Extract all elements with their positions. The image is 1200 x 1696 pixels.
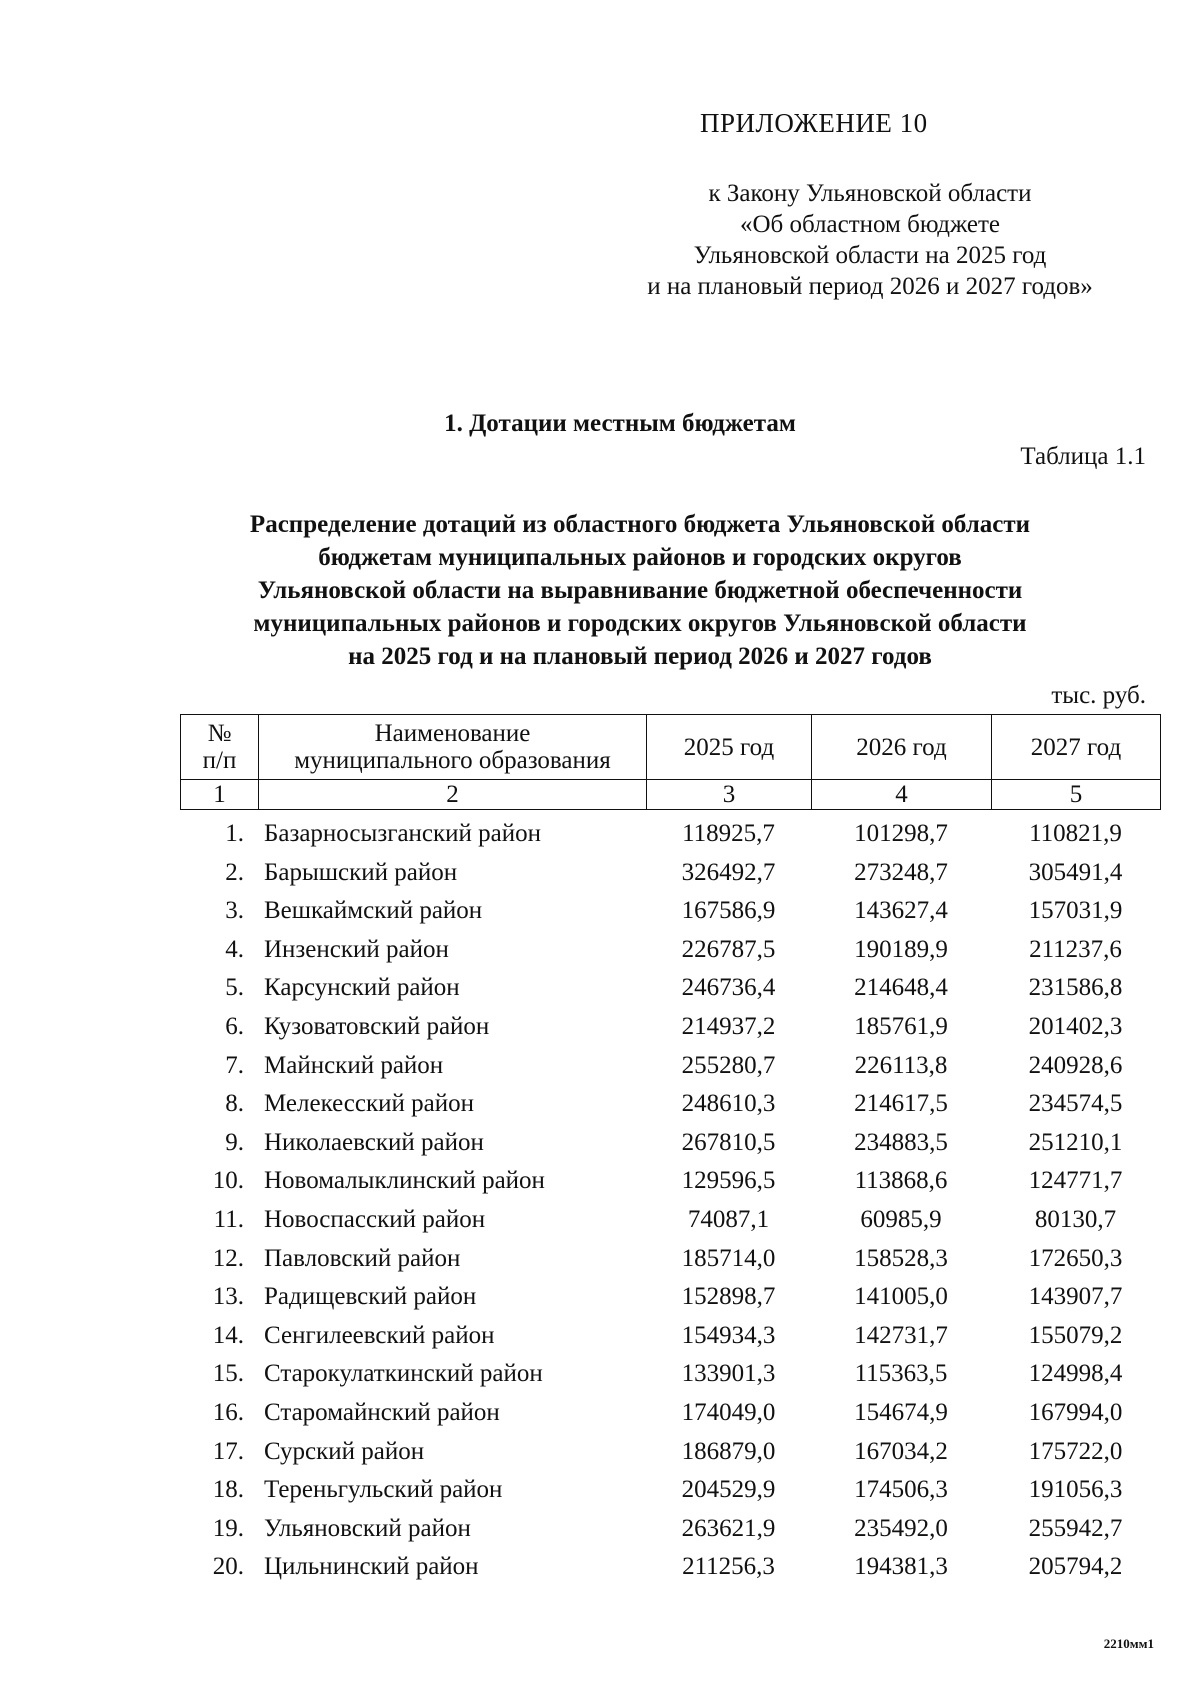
value-2027: 124998,4 xyxy=(1028,1360,1123,1388)
appendix-title: ПРИЛОЖЕНИЕ 10 xyxy=(700,108,928,138)
value-2025: 267810,5 xyxy=(681,1128,776,1156)
municipality-name: Старомайнский район xyxy=(264,1398,500,1426)
value-2027: 167994,0 xyxy=(1028,1398,1123,1426)
municipality-name: Базарносызганский район xyxy=(264,820,542,847)
value-2027: 157031,9 xyxy=(1028,897,1123,925)
row-number: 19. xyxy=(212,1514,244,1542)
column-number: 2 xyxy=(259,780,647,810)
municipality-name: Радищевский район xyxy=(264,1283,477,1311)
value-2026: 115363,5 xyxy=(854,1360,948,1388)
table-row xyxy=(180,1394,1160,1433)
row-number: 2. xyxy=(225,858,244,886)
value-2027: 143907,7 xyxy=(1028,1283,1123,1311)
heading-line: муниципальных районов и городских округов Ульяновской области xyxy=(253,610,1027,637)
municipality-name: Цильнинский район xyxy=(264,1553,479,1581)
row-number: 14. xyxy=(212,1321,244,1349)
value-2027: 172650,3 xyxy=(1028,1244,1123,1272)
column-number: 3 xyxy=(647,780,812,810)
row-number: 11. xyxy=(213,1205,244,1233)
row-number: 10. xyxy=(212,1167,244,1195)
value-2026: 143627,4 xyxy=(854,897,948,925)
table-body xyxy=(180,815,1160,1587)
table-row xyxy=(180,854,1160,893)
header-2026: 2026 год xyxy=(812,715,992,780)
value-2026: 273248,7 xyxy=(854,858,948,886)
value-2027: 205794,2 xyxy=(1028,1553,1123,1581)
table-row xyxy=(180,1124,1160,1163)
value-2026: 234883,5 xyxy=(854,1128,948,1156)
table-row xyxy=(180,1278,1160,1317)
value-2025: 263621,9 xyxy=(681,1514,776,1542)
row-number: 16. xyxy=(212,1398,244,1426)
row-number: 17. xyxy=(212,1437,244,1465)
value-2025: 211256,3 xyxy=(682,1553,775,1581)
value-2025: 74087,1 xyxy=(687,1205,770,1233)
value-2025: 129596,5 xyxy=(681,1167,776,1195)
heading-line: Распределение дотаций из областного бюджета Ульяновской области xyxy=(249,511,1031,538)
row-number: 6. xyxy=(225,1012,244,1040)
value-2026: 235492,0 xyxy=(854,1514,948,1542)
municipality-name: Новомалыклинский район xyxy=(264,1167,545,1195)
value-2025: 118925,7 xyxy=(682,820,775,847)
table-row xyxy=(180,815,1160,854)
municipality-name: Тереньгульский район xyxy=(264,1476,503,1504)
municipality-name: Сенгилеевский район xyxy=(264,1321,495,1349)
table-row xyxy=(180,1355,1160,1394)
value-2026: 214617,5 xyxy=(854,1090,948,1118)
value-2027: 231586,8 xyxy=(1028,974,1123,1002)
row-number: 1. xyxy=(225,820,244,847)
table-row xyxy=(180,1162,1160,1201)
value-2025: 246736,4 xyxy=(681,974,776,1002)
value-2025: 204529,9 xyxy=(681,1476,776,1504)
table-row xyxy=(180,1433,1160,1472)
value-2027: 234574,5 xyxy=(1028,1090,1123,1118)
row-number: 3. xyxy=(225,897,244,925)
municipality-name: Кузоватовский район xyxy=(264,1012,490,1040)
row-number: 20. xyxy=(212,1553,244,1581)
row-number: 5. xyxy=(225,974,244,1002)
value-2025: 133901,3 xyxy=(681,1360,776,1388)
row-number: 15. xyxy=(212,1360,244,1388)
table-row xyxy=(180,1317,1160,1356)
value-2026: 113868,6 xyxy=(854,1167,948,1195)
table-row xyxy=(180,892,1160,931)
row-number: 4. xyxy=(225,935,244,963)
value-2026: 226113,8 xyxy=(854,1051,948,1079)
value-2026: 158528,3 xyxy=(854,1244,948,1272)
value-2025: 255280,7 xyxy=(681,1051,776,1079)
units-label: тыс. руб. xyxy=(1051,682,1146,709)
value-2025: 185714,0 xyxy=(681,1244,776,1272)
value-2027: 155079,2 xyxy=(1028,1321,1123,1349)
value-2026: 185761,9 xyxy=(854,1012,948,1040)
value-2026: 141005,0 xyxy=(854,1283,948,1311)
municipality-name: Карсунский район xyxy=(264,974,460,1002)
law-reference-line: Ульяновской области на 2025 год xyxy=(693,242,1047,269)
value-2026: 154674,9 xyxy=(854,1398,948,1426)
value-2025: 154934,3 xyxy=(681,1321,776,1349)
row-number: 18. xyxy=(212,1476,244,1504)
heading-line: бюджетам муниципальных районов и городских округов xyxy=(318,544,962,571)
value-2027: 240928,6 xyxy=(1028,1051,1123,1079)
value-2025: 226787,5 xyxy=(681,935,776,963)
value-2026: 60985,9 xyxy=(860,1205,942,1233)
municipality-name: Инзенский район xyxy=(264,935,449,963)
value-2027: 110821,9 xyxy=(1029,820,1122,847)
municipality-name: Новоспасский район xyxy=(264,1205,486,1233)
table-row xyxy=(180,1510,1160,1549)
value-2027: 255942,7 xyxy=(1028,1514,1123,1542)
municipality-name: Мелекесский район xyxy=(264,1090,475,1118)
municipality-name: Ульяновский район xyxy=(264,1514,471,1542)
municipality-name: Барышский район xyxy=(264,858,458,886)
column-number: 5 xyxy=(992,780,1161,810)
header-2027: 2027 год xyxy=(992,715,1161,780)
municipality-name: Майнский район xyxy=(264,1051,444,1079)
value-2025: 152898,7 xyxy=(681,1283,776,1311)
value-2025: 248610,3 xyxy=(681,1090,776,1118)
value-2027: 251210,1 xyxy=(1028,1128,1123,1156)
table-row xyxy=(180,931,1160,970)
municipality-name: Сурский район xyxy=(264,1437,425,1465)
value-2026: 167034,2 xyxy=(854,1437,948,1465)
column-number: 4 xyxy=(812,780,992,810)
value-2027: 124771,7 xyxy=(1028,1167,1123,1195)
value-2027: 80130,7 xyxy=(1034,1205,1117,1233)
heading-line: Ульяновской области на выравнивание бюджетной обеспеченности xyxy=(257,577,1023,604)
table-header xyxy=(180,714,1161,810)
table-row xyxy=(180,1047,1160,1086)
row-number: 13. xyxy=(212,1283,244,1311)
table-row xyxy=(180,1201,1160,1240)
heading-line: на 2025 год и на плановый период 2026 и 2027 годов xyxy=(348,643,932,670)
municipality-name: Вешкаймский район xyxy=(264,897,483,925)
law-reference-line: «Об областном бюджете xyxy=(739,211,1001,238)
value-2026: 101298,7 xyxy=(854,820,948,847)
municipality-name: Николаевский район xyxy=(264,1128,484,1156)
header-name: Наименование муниципального образования xyxy=(259,715,647,780)
footer-code: 2210мм1 xyxy=(1103,1636,1154,1651)
law-reference-line: и на плановый период 2026 и 2027 годов» xyxy=(647,273,1093,300)
row-number: 7. xyxy=(225,1051,244,1079)
value-2027: 305491,4 xyxy=(1028,858,1123,886)
column-number: 1 xyxy=(181,780,259,810)
law-reference-line: к Закону Ульяновской области xyxy=(708,180,1032,207)
table-row xyxy=(180,1240,1160,1279)
value-2027: 211237,6 xyxy=(1029,935,1122,963)
row-number: 12. xyxy=(212,1244,244,1272)
table-heading xyxy=(160,508,1120,673)
row-number: 8. xyxy=(225,1090,244,1118)
row-number: 9. xyxy=(225,1128,244,1156)
value-2027: 191056,3 xyxy=(1028,1476,1123,1504)
table-label: Таблица 1.1 xyxy=(1020,443,1146,470)
section-title: 1. Дотации местным бюджетам xyxy=(444,410,796,437)
municipality-name: Старокулаткинский район xyxy=(264,1360,543,1388)
table-row xyxy=(180,969,1160,1008)
table-row xyxy=(180,1471,1160,1510)
value-2027: 201402,3 xyxy=(1028,1012,1123,1040)
header-2025: 2025 год xyxy=(647,715,812,780)
value-2025: 167586,9 xyxy=(681,897,776,925)
value-2026: 174506,3 xyxy=(854,1476,948,1504)
value-2025: 174049,0 xyxy=(681,1398,776,1426)
table-row xyxy=(180,1008,1160,1047)
value-2025: 186879,0 xyxy=(681,1437,776,1465)
table-row xyxy=(180,1548,1160,1587)
municipality-name: Павловский район xyxy=(264,1244,461,1272)
law-reference xyxy=(580,178,1160,302)
value-2026: 214648,4 xyxy=(854,974,948,1002)
table-row xyxy=(180,1085,1160,1124)
value-2027: 175722,0 xyxy=(1028,1437,1123,1465)
value-2026: 194381,3 xyxy=(854,1553,948,1581)
header-num: № п/п xyxy=(181,715,259,780)
value-2025: 326492,7 xyxy=(681,858,776,886)
value-2026: 190189,9 xyxy=(854,935,948,963)
value-2025: 214937,2 xyxy=(681,1012,776,1040)
value-2026: 142731,7 xyxy=(854,1321,948,1349)
